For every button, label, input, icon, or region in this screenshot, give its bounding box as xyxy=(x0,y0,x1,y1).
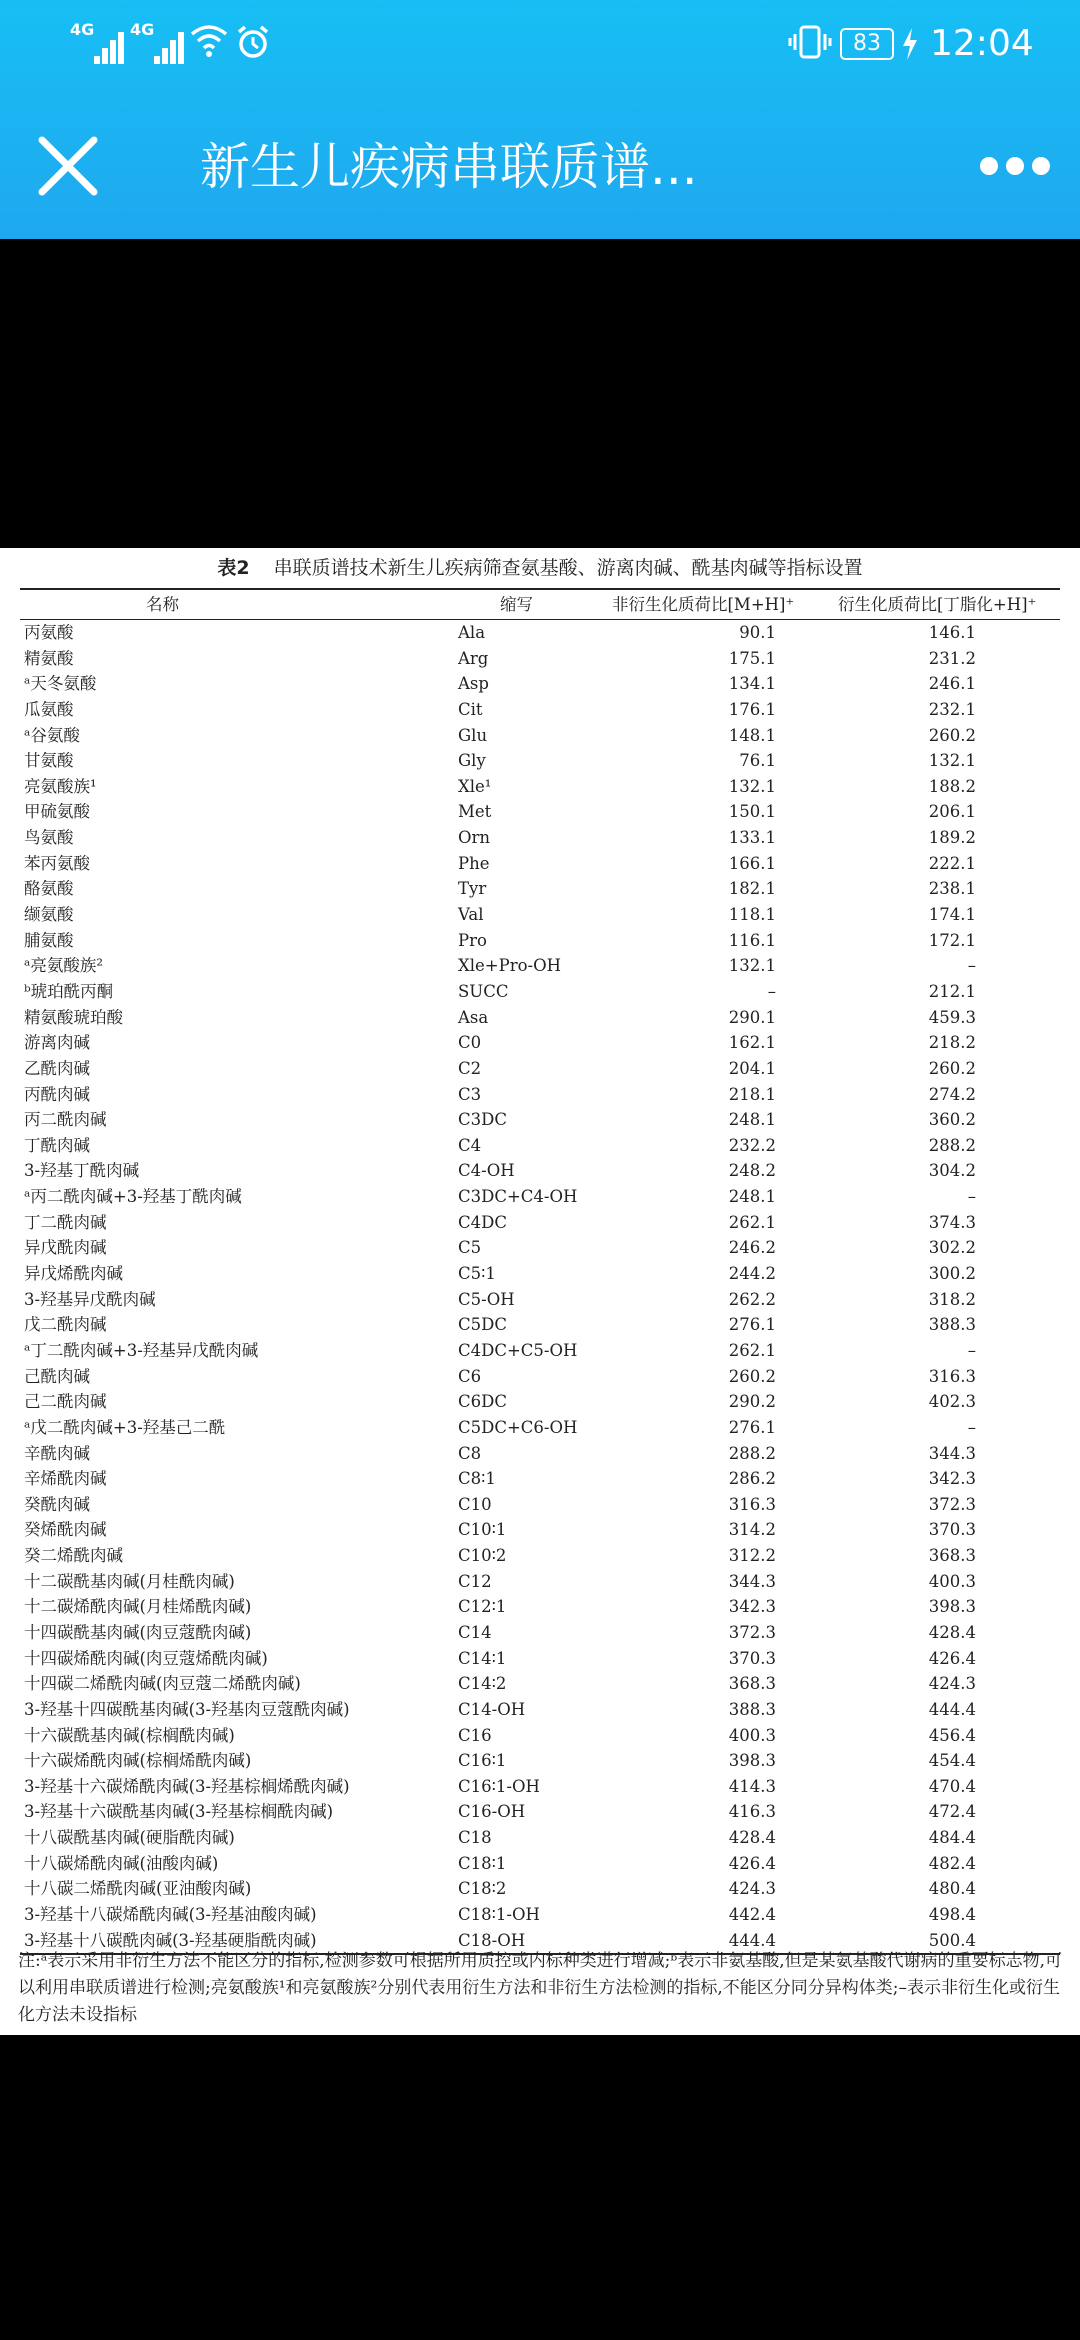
cell-abbr: C14∶2 xyxy=(458,1674,507,1694)
cell-non-derivatized: 218.1 xyxy=(728,1084,776,1104)
cell-abbr: C18∶1-OH xyxy=(458,1905,540,1925)
cell-abbr: C4DC+C5-OH xyxy=(458,1340,578,1360)
cell-derivatized: 360.2 xyxy=(928,1110,976,1130)
cell-derivatized: 484.4 xyxy=(928,1828,976,1848)
cell-abbr: Asp xyxy=(458,674,489,694)
cell-name: 十六碳酰基肉碱(棕榈酰肉碱) xyxy=(24,1725,235,1745)
table-row xyxy=(20,876,1060,902)
cell-abbr: SUCC xyxy=(458,981,509,1001)
cell-name: 十二碳烯酰肉碱(月桂烯酰肉碱) xyxy=(24,1597,252,1617)
cell-name: ᵃ谷氨酸 xyxy=(24,725,80,745)
table-row xyxy=(20,1184,1060,1210)
cell-non-derivatized: 248.1 xyxy=(728,1110,776,1130)
cell-abbr: Val xyxy=(458,905,484,925)
cell-abbr: C5DC xyxy=(458,1315,507,1335)
table-caption xyxy=(0,548,1080,588)
cell-abbr: C8∶1 xyxy=(458,1469,496,1489)
cell-derivatized: 260.2 xyxy=(928,1058,976,1078)
cell-non-derivatized: 312.2 xyxy=(728,1546,776,1566)
cell-derivatized: 398.3 xyxy=(928,1597,976,1617)
cell-derivatized: 454.4 xyxy=(928,1751,976,1771)
cell-name: ᵃ丁二酰肉碱+3-羟基异戊酰肉碱 xyxy=(24,1340,259,1360)
table-header-row xyxy=(20,590,1060,620)
cell-abbr: Arg xyxy=(458,648,489,668)
header-non-derivatized: 非衍生化质荷比[M+H]⁺ xyxy=(612,595,795,614)
cell-abbr: C14 xyxy=(458,1622,492,1642)
cell-derivatized: 174.1 xyxy=(928,905,976,925)
table-row xyxy=(20,1620,1060,1646)
cell-non-derivatized: 118.1 xyxy=(728,905,776,925)
cell-name: 癸酰肉碱 xyxy=(24,1494,90,1514)
cell-abbr: C4-OH xyxy=(458,1161,515,1181)
close-icon xyxy=(30,128,106,204)
cell-derivatized: 374.3 xyxy=(928,1212,976,1232)
table-row xyxy=(20,1492,1060,1518)
cell-abbr: C14∶1 xyxy=(458,1648,507,1668)
table-row xyxy=(20,620,1060,646)
table-row xyxy=(20,1082,1060,1108)
table-row xyxy=(20,723,1060,749)
table-row xyxy=(20,1441,1060,1467)
table-row xyxy=(20,902,1060,928)
cell-name: 亮氨酸族¹ xyxy=(24,776,97,796)
cell-derivatized: 146.1 xyxy=(928,623,976,642)
cell-name: 十四碳酰基肉碱(肉豆蔻酰肉碱) xyxy=(24,1622,252,1642)
cell-name: 脯氨酸 xyxy=(24,930,74,950)
cell-non-derivatized: 286.2 xyxy=(728,1469,776,1489)
cell-derivatized: – xyxy=(967,1187,976,1207)
cell-derivatized: 246.1 xyxy=(928,674,976,694)
cell-non-derivatized: – xyxy=(767,981,776,1001)
table-number: 表2 xyxy=(217,557,250,579)
cell-non-derivatized: 398.3 xyxy=(728,1751,776,1771)
cell-non-derivatized: 290.1 xyxy=(728,1007,776,1027)
cell-non-derivatized: 134.1 xyxy=(728,674,776,694)
cell-abbr: Ala xyxy=(458,623,486,642)
wifi-icon xyxy=(190,22,228,58)
cell-non-derivatized: 175.1 xyxy=(728,648,776,668)
cell-derivatized: 480.4 xyxy=(928,1879,976,1899)
table-row xyxy=(20,1466,1060,1492)
cell-abbr: C16 xyxy=(458,1725,492,1745)
cell-non-derivatized: 260.2 xyxy=(728,1366,776,1386)
cell-derivatized: 370.3 xyxy=(928,1520,976,1540)
cell-name: 3-羟基丁酰肉碱 xyxy=(24,1161,140,1181)
cell-derivatized: 304.2 xyxy=(928,1161,976,1181)
cell-non-derivatized: 116.1 xyxy=(728,930,776,950)
more-dot-icon xyxy=(1032,157,1050,175)
signal-1-icon: 4G xyxy=(70,20,126,64)
cell-derivatized: – xyxy=(967,1417,976,1437)
cell-abbr: C12 xyxy=(458,1571,492,1591)
cell-non-derivatized: 290.2 xyxy=(728,1392,776,1412)
more-dot-icon xyxy=(1006,157,1024,175)
cell-name: 辛酰肉碱 xyxy=(24,1443,90,1463)
close-button[interactable] xyxy=(30,128,106,204)
cell-name: 3-羟基十八碳酰肉碱(3-羟基硬脂酰肉碱) xyxy=(24,1930,317,1950)
cell-abbr: C8 xyxy=(458,1443,482,1463)
cell-derivatized: 188.2 xyxy=(928,776,976,796)
cell-name: 丁二酰肉碱 xyxy=(24,1212,107,1232)
cell-abbr: Phe xyxy=(458,853,490,873)
cell-non-derivatized: 426.4 xyxy=(728,1853,776,1873)
more-dot-icon xyxy=(980,157,998,175)
cell-name: 十八碳烯酰肉碱(油酸肉碱) xyxy=(24,1853,219,1873)
document-page xyxy=(0,548,1080,2035)
cell-abbr: C4DC xyxy=(458,1212,507,1232)
cell-abbr: C3DC xyxy=(458,1110,507,1130)
cell-derivatized: – xyxy=(967,956,976,976)
table-row xyxy=(20,646,1060,672)
table-row xyxy=(20,799,1060,825)
cell-name: 游离肉碱 xyxy=(24,1033,90,1053)
cell-non-derivatized: 416.3 xyxy=(728,1802,776,1822)
table-row xyxy=(20,1517,1060,1543)
cell-derivatized: 372.3 xyxy=(928,1494,976,1514)
cell-name: 十四碳烯酰肉碱(肉豆蔻烯酰肉碱) xyxy=(24,1648,268,1668)
cell-abbr: C5-OH xyxy=(458,1289,515,1309)
table-row xyxy=(20,1902,1060,1928)
cell-name: ᵃ丙二酰肉碱+3-羟基丁酰肉碱 xyxy=(24,1187,242,1207)
cell-non-derivatized: 276.1 xyxy=(728,1315,776,1335)
cell-abbr: C4 xyxy=(458,1135,482,1155)
header-name: 名称 xyxy=(146,595,179,614)
cell-abbr: C2 xyxy=(458,1058,482,1078)
table-row xyxy=(20,697,1060,723)
cell-derivatized: – xyxy=(967,1340,976,1360)
table-row xyxy=(20,825,1060,851)
cell-derivatized: 344.3 xyxy=(928,1443,976,1463)
cell-non-derivatized: 262.1 xyxy=(728,1212,776,1232)
cell-non-derivatized: 182.1 xyxy=(728,879,776,899)
cell-abbr: C3 xyxy=(458,1084,482,1104)
header-derivatized: 衍生化质荷比[丁脂化+H]⁺ xyxy=(838,595,1037,614)
cell-non-derivatized: 176.1 xyxy=(728,699,776,719)
cell-abbr: Met xyxy=(458,802,492,822)
top-bar xyxy=(0,0,1080,239)
cell-abbr: Xle¹ xyxy=(458,776,492,796)
cell-non-derivatized: 262.1 xyxy=(728,1340,776,1360)
cell-abbr: C5 xyxy=(458,1238,482,1258)
cell-abbr: Cit xyxy=(458,699,483,719)
cell-name: 癸烯酰肉碱 xyxy=(24,1520,107,1540)
cell-name: 辛烯酰肉碱 xyxy=(24,1469,107,1489)
cell-non-derivatized: 388.3 xyxy=(728,1699,776,1719)
table-row xyxy=(20,1056,1060,1082)
cell-name: 鸟氨酸 xyxy=(24,828,74,848)
table-row xyxy=(20,1107,1060,1133)
cell-abbr: C10∶2 xyxy=(458,1546,507,1566)
cell-non-derivatized: 344.3 xyxy=(728,1571,776,1591)
cell-non-derivatized: 424.3 xyxy=(728,1879,776,1899)
cell-derivatized: 342.3 xyxy=(928,1469,976,1489)
cell-non-derivatized: 232.2 xyxy=(728,1135,776,1155)
cell-derivatized: 498.4 xyxy=(928,1905,976,1925)
cell-non-derivatized: 76.1 xyxy=(739,751,776,771)
cell-derivatized: 222.1 xyxy=(928,853,976,873)
cell-abbr: C0 xyxy=(458,1033,482,1053)
cell-non-derivatized: 166.1 xyxy=(728,853,776,873)
cell-name: 苯丙氨酸 xyxy=(24,853,90,873)
cell-non-derivatized: 132.1 xyxy=(728,776,776,796)
cell-abbr: Asa xyxy=(458,1007,489,1027)
more-options-button[interactable] xyxy=(980,146,1050,186)
cell-non-derivatized: 148.1 xyxy=(728,725,776,745)
cell-derivatized: 402.3 xyxy=(928,1392,976,1412)
cell-derivatized: 470.4 xyxy=(928,1776,976,1796)
cell-non-derivatized: 132.1 xyxy=(728,956,776,976)
cell-derivatized: 172.1 xyxy=(928,930,976,950)
cell-derivatized: 302.2 xyxy=(928,1238,976,1258)
table-row xyxy=(20,1697,1060,1723)
cell-derivatized: 218.2 xyxy=(928,1033,976,1053)
cell-abbr: C16∶1 xyxy=(458,1751,507,1771)
table-row xyxy=(20,1543,1060,1569)
cell-non-derivatized: 316.3 xyxy=(728,1494,776,1514)
cell-abbr: Pro xyxy=(458,930,487,950)
cell-non-derivatized: 90.1 xyxy=(739,623,776,642)
table-row xyxy=(20,1133,1060,1159)
cell-derivatized: 456.4 xyxy=(928,1725,976,1745)
cell-derivatized: 444.4 xyxy=(928,1699,976,1719)
cell-name: 异戊酰肉碱 xyxy=(24,1238,107,1258)
cell-abbr: C6 xyxy=(458,1366,482,1386)
cell-non-derivatized: 442.4 xyxy=(728,1905,776,1925)
cell-name: 甲硫氨酸 xyxy=(24,802,90,822)
cell-derivatized: 472.4 xyxy=(928,1802,976,1822)
cell-abbr: C5DC+C6-OH xyxy=(458,1417,578,1437)
cell-derivatized: 388.3 xyxy=(928,1315,976,1335)
table-row xyxy=(20,748,1060,774)
cell-name: ᵃ戊二酰肉碱+3-羟基己二酰 xyxy=(24,1417,226,1437)
cell-name: 丙酰肉碱 xyxy=(24,1084,90,1104)
cell-non-derivatized: 276.1 xyxy=(728,1417,776,1437)
table-row xyxy=(20,1825,1060,1851)
table-caption-text: 串联质谱技术新生儿疾病筛查氨基酸、游离肉碱、酰基肉碱等指标设置 xyxy=(273,557,863,579)
cell-abbr: Tyr xyxy=(458,879,487,899)
table-row xyxy=(20,953,1060,979)
cell-name: 乙酰肉碱 xyxy=(24,1058,90,1078)
cell-non-derivatized: 314.2 xyxy=(728,1520,776,1540)
table-row xyxy=(20,1338,1060,1364)
table-row xyxy=(20,1799,1060,1825)
cell-non-derivatized: 262.2 xyxy=(728,1289,776,1309)
charging-icon xyxy=(900,26,920,62)
cell-non-derivatized: 444.4 xyxy=(728,1930,776,1950)
cell-non-derivatized: 414.3 xyxy=(728,1776,776,1796)
table-row xyxy=(20,1415,1060,1441)
data-table xyxy=(20,588,1060,1955)
cell-name: 3-羟基十六碳烯酰肉碱(3-羟基棕榈烯酰肉碱) xyxy=(24,1776,350,1796)
cell-derivatized: 400.3 xyxy=(928,1571,976,1591)
cell-non-derivatized: 248.1 xyxy=(728,1187,776,1207)
cell-name: 丙氨酸 xyxy=(24,623,74,642)
cell-derivatized: 238.1 xyxy=(928,879,976,899)
cell-derivatized: 288.2 xyxy=(928,1135,976,1155)
header-abbr: 缩写 xyxy=(500,595,533,614)
cell-abbr: Orn xyxy=(458,828,491,848)
table-row xyxy=(20,1594,1060,1620)
cell-abbr: C5∶1 xyxy=(458,1264,496,1284)
cell-name: 3-羟基异戊酰肉碱 xyxy=(24,1289,156,1309)
cell-name: 甘氨酸 xyxy=(24,751,74,771)
cell-non-derivatized: 248.2 xyxy=(728,1161,776,1181)
table-footnote: 注:ᵃ表示采用非衍生方法不能区分的指标,检测参数可根据所用质控或内标种类进行增减;ᵇ表示非氨基酸,但是某氨基酸代谢病的重要标志物,可以利用串联质谱进行检测;亮氨酸族¹和亮氨酸族²分别代表用衍生方法和非衍生方法检测的指标,不能区分同分异构体类;–表示非衍生化或衍生化方法未设指标 xyxy=(18,1951,1063,2025)
cell-derivatized: 459.3 xyxy=(928,1007,976,1027)
cell-abbr: C6DC xyxy=(458,1392,507,1412)
cell-derivatized: 428.4 xyxy=(928,1622,976,1642)
cell-derivatized: 232.1 xyxy=(928,699,976,719)
cell-abbr: C18-OH xyxy=(458,1930,526,1950)
cell-non-derivatized: 162.1 xyxy=(728,1033,776,1053)
table-row xyxy=(20,1723,1060,1749)
cell-name: 戊二酰肉碱 xyxy=(24,1315,107,1335)
table-row xyxy=(20,1261,1060,1287)
cell-abbr: C18 xyxy=(458,1828,492,1848)
page-title: 新生儿疾病串联质谱... xyxy=(200,138,698,196)
cell-abbr: C18∶1 xyxy=(458,1853,507,1873)
table-body xyxy=(20,620,1060,1953)
cell-name: 异戊烯酰肉碱 xyxy=(24,1264,123,1284)
cell-derivatized: 424.3 xyxy=(928,1674,976,1694)
cell-name: 缬氨酸 xyxy=(24,905,74,925)
cell-name: 精氨酸 xyxy=(24,648,74,668)
cell-name: 瓜氨酸 xyxy=(24,699,74,719)
cell-name: 十二碳酰基肉碱(月桂酰肉碱) xyxy=(24,1571,235,1591)
cell-non-derivatized: 428.4 xyxy=(728,1828,776,1848)
cell-derivatized: 482.4 xyxy=(928,1853,976,1873)
cell-name: 十六碳烯酰肉碱(棕榈烯酰肉碱) xyxy=(24,1751,252,1771)
cell-derivatized: 368.3 xyxy=(928,1546,976,1566)
cell-derivatized: 300.2 xyxy=(928,1264,976,1284)
cell-non-derivatized: 370.3 xyxy=(728,1648,776,1668)
cell-derivatized: 260.2 xyxy=(928,725,976,745)
cell-derivatized: 426.4 xyxy=(928,1648,976,1668)
table-row xyxy=(20,1235,1060,1261)
table-row xyxy=(20,1312,1060,1338)
cell-non-derivatized: 400.3 xyxy=(728,1725,776,1745)
cell-non-derivatized: 368.3 xyxy=(728,1674,776,1694)
status-time: 12:04 xyxy=(930,23,1034,64)
table-row xyxy=(20,774,1060,800)
cell-name: 癸二烯酰肉碱 xyxy=(24,1546,123,1566)
table-row xyxy=(20,671,1060,697)
cell-derivatized: 316.3 xyxy=(928,1366,976,1386)
cell-non-derivatized: 244.2 xyxy=(728,1264,776,1284)
alarm-icon xyxy=(235,24,271,60)
cell-derivatized: 189.2 xyxy=(928,828,976,848)
table-row xyxy=(20,1876,1060,1902)
cell-derivatized: 318.2 xyxy=(928,1289,976,1309)
cell-name: ᵃ天冬氨酸 xyxy=(24,674,97,694)
table-row xyxy=(20,851,1060,877)
cell-non-derivatized: 246.2 xyxy=(728,1238,776,1258)
cell-name: 3-羟基十六碳酰基肉碱(3-羟基棕榈酰肉碱) xyxy=(24,1802,334,1822)
cell-non-derivatized: 150.1 xyxy=(728,802,776,822)
cell-derivatized: 206.1 xyxy=(928,802,976,822)
table-row xyxy=(20,1210,1060,1236)
cell-non-derivatized: 342.3 xyxy=(728,1597,776,1617)
cell-abbr: C18∶2 xyxy=(458,1879,507,1899)
table-row xyxy=(20,1671,1060,1697)
cell-derivatized: 132.1 xyxy=(928,751,976,771)
cell-name: 3-羟基十四碳酰基肉碱(3-羟基肉豆蔻酰肉碱) xyxy=(24,1699,350,1719)
cell-abbr: C14-OH xyxy=(458,1699,526,1719)
cell-non-derivatized: 372.3 xyxy=(728,1622,776,1642)
table-row xyxy=(20,1646,1060,1672)
cell-name: 己二酰肉碱 xyxy=(24,1392,107,1412)
table-row xyxy=(20,1851,1060,1877)
cell-abbr: C3DC+C4-OH xyxy=(458,1187,578,1207)
cell-name: 十八碳酰基肉碱(硬脂酰肉碱) xyxy=(24,1828,235,1848)
table-row xyxy=(20,1748,1060,1774)
cell-name: 己酰肉碱 xyxy=(24,1366,90,1386)
table-row xyxy=(20,1569,1060,1595)
table-row xyxy=(20,1389,1060,1415)
table-row xyxy=(20,1005,1060,1031)
cell-abbr: C16-OH xyxy=(458,1802,526,1822)
table-row xyxy=(20,1287,1060,1313)
cell-name: ᵇ琥珀酰丙酮 xyxy=(24,981,114,1001)
cell-name: 精氨酸琥珀酸 xyxy=(24,1007,123,1027)
cell-name: ᵃ亮氨酸族² xyxy=(24,956,103,976)
table-row xyxy=(20,1030,1060,1056)
table-row xyxy=(20,979,1060,1005)
cell-non-derivatized: 133.1 xyxy=(728,828,776,848)
cell-abbr: Gly xyxy=(458,751,486,771)
signal-2-icon: 4G xyxy=(130,20,186,64)
cell-non-derivatized: 204.1 xyxy=(728,1058,776,1078)
vibrate-icon xyxy=(788,24,832,60)
cell-abbr: Glu xyxy=(458,725,488,745)
cell-name: 酪氨酸 xyxy=(24,879,74,899)
cell-derivatized: 274.2 xyxy=(928,1084,976,1104)
cell-derivatized: 500.4 xyxy=(928,1930,976,1950)
battery-indicator: 83 xyxy=(840,28,894,60)
cell-abbr: C10∶1 xyxy=(458,1520,507,1540)
cell-derivatized: 231.2 xyxy=(928,648,976,668)
table-row xyxy=(20,928,1060,954)
table-row xyxy=(20,1158,1060,1184)
cell-abbr: C12∶1 xyxy=(458,1597,507,1617)
cell-name: 3-羟基十八碳烯酰肉碱(3-羟基油酸肉碱) xyxy=(24,1905,317,1925)
cell-non-derivatized: 288.2 xyxy=(728,1443,776,1463)
cell-derivatized: 212.1 xyxy=(928,981,976,1001)
cell-name: 丙二酰肉碱 xyxy=(24,1110,107,1130)
table-row xyxy=(20,1774,1060,1800)
table-row xyxy=(20,1364,1060,1390)
cell-abbr: Xle+Pro-OH xyxy=(458,956,562,976)
cell-abbr: C16∶1-OH xyxy=(458,1776,540,1796)
cell-abbr: C10 xyxy=(458,1494,492,1514)
cell-name: 十四碳二烯酰肉碱(肉豆蔻二烯酰肉碱) xyxy=(24,1674,301,1694)
cell-name: 十八碳二烯酰肉碱(亚油酸肉碱) xyxy=(24,1879,252,1899)
cell-name: 丁酰肉碱 xyxy=(24,1135,90,1155)
